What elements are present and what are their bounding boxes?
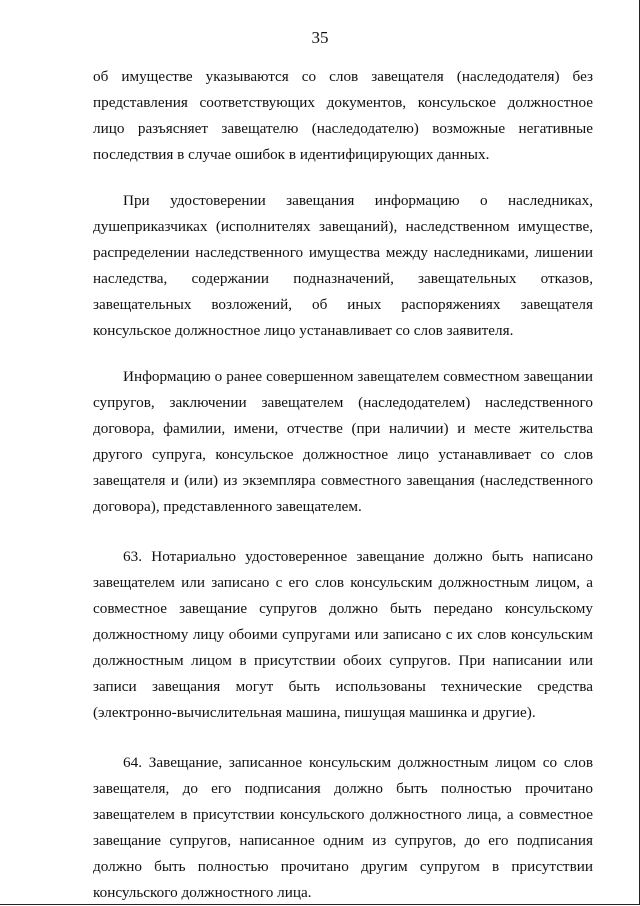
paragraph-continuation: об имуществе указываются со слов завещателя (наследодателя) без представления соответствующих документов, консульское должностное лицо разъясняет завещателю (наследодателю) возможные негативные последствия в случае ошибок в идентифицирующих данных. [93, 68, 593, 163]
paragraph-gap [93, 726, 593, 750]
paragraph-gap [93, 344, 593, 364]
paragraph-heirs-info: При удостоверении завещания информацию о наследниках, душеприказчиках (исполнителях завещаний), наследственном имуществе, распределении наследственного имущества между наследниками, лишении наследства, содержании подназначений, завещательных отказов, завещательных возложений, об иных распоряжениях завещателя консульское должностное лицо устанавливает со слов заявителя. [93, 192, 593, 339]
paragraph-gap [93, 520, 593, 544]
paragraph-joint-will-info: Информацию о ранее совершенном завещателем совместном завещании супругов, заключении завещателем (наследодателем) наследственного договора, фамилии, имени, отчестве (при наличии) и месте жительства другого супруга, консульское должностное лицо устанавливает со слов завещателя и (или) из экземпляра совместного завещания (наследственного договора), представленного завещателем. [93, 368, 593, 515]
paragraph-gap [93, 168, 593, 188]
page-number: 35 [311, 28, 329, 47]
paragraph-item-63: 63. Нотариально удостоверенное завещание должно быть написано завещателем или записано с его слов консульским должностным лицом, а совместное завещание супругов должно быть передано консульскому должностному лицу обоими супругами или записано с их слов консульским должностным лицом в присутствии обоих супругов. При написании или записи завещания могут быть использованы технические средства (электронно-вычислительная машина, пишущая машинка и другие). [93, 548, 593, 721]
paragraph-item-64: 64. Завещание, записанное консульским должностным лицом со слов завещателя, до его подписания должно быть полностью прочитано завещателем в присутствии консульского должностного лица, а совместное завещание супругов, написанное одним из супругов, до его подписания должно быть полностью прочитано другим супругом в присутствии консульского должностного лица. [93, 754, 593, 901]
page-body [93, 64, 593, 906]
